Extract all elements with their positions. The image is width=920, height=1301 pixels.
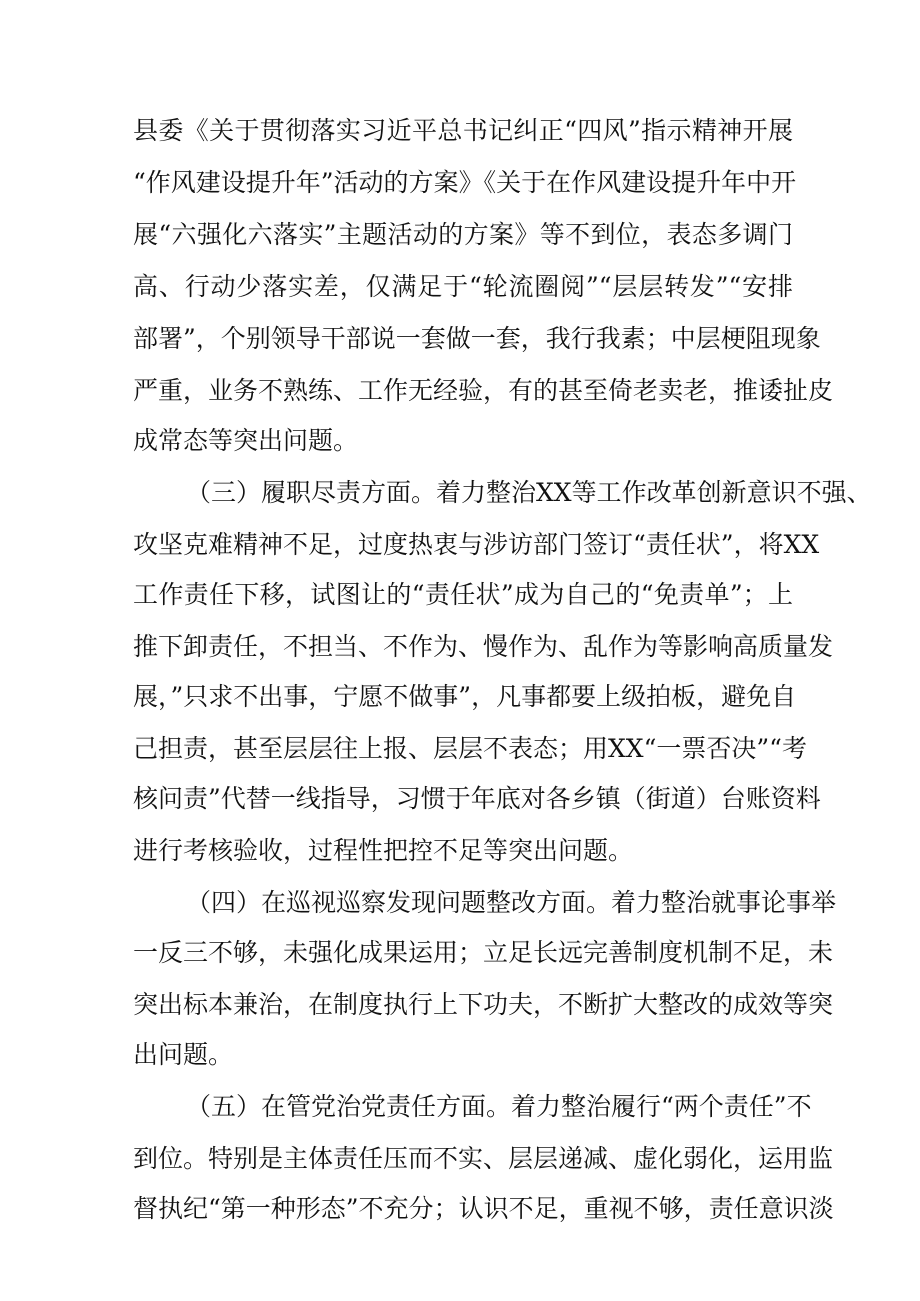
text-line: 出问题。 — [133, 1040, 234, 1069]
text-line: 部署”，个别领导干部说一套做一套，我行我素；中层梗阻现象 — [133, 324, 821, 353]
text-line: 县委《关于贯彻落实习近平总书记纠正“四风”指示精神开展 — [133, 116, 793, 145]
text-line: 到位。特别是主体责任压而不实、层层递减、虚化弱化，运用监 — [133, 1144, 834, 1173]
text-line: 展，”只求不出事，宁愿不做事”，凡事都要上级拍板，避免自 — [133, 682, 797, 711]
text-line: 突出标本兼治，在制度执行上下功夫，不断扩大整改的成效等突 — [133, 990, 834, 1019]
text-line: 展“六强化六落实”主题活动的方案》等不到位，表态多调门 — [133, 220, 793, 249]
text-line: 成常态等突出问题。 — [133, 426, 359, 455]
text-line: “作风建设提升年”活动的方案》《关于在作风建设提升年中开 — [133, 168, 797, 197]
text-line: 核问责”代替一线指导，习惯于年底对各乡镇（街道）台账资料 — [133, 784, 821, 813]
text-line: 一反三不够，未强化成果运用；立足长远完善制度机制不足，未 — [133, 938, 834, 967]
text-line: 进行考核验收，过程性把控不足等突出问题。 — [133, 836, 634, 865]
paragraph-heading-line: （三）履职尽责方面。着力整治XX等工作改革创新意识不强、 — [186, 478, 872, 507]
text-line: 攻坚克难精神不足，过度热衷与涉访部门签订“责任状”，将XX — [133, 530, 820, 559]
paragraph-heading-line: （五）在管党治党责任方面。着力整治履行“两个责任”不 — [186, 1092, 812, 1121]
text-line: 工作责任下移，试图让的“责任状”成为自己的“免责单”；上 — [133, 580, 793, 609]
paragraph-heading-line: （四）在巡视巡察发现问题整改方面。着力整治就事论事举 — [186, 888, 837, 917]
text-line: 严重，业务不熟练、工作无经验，有的甚至倚老卖老，推诿扯皮 — [133, 376, 834, 405]
text-line: 督执纪“第一种形态”不充分；认识不足，重视不够，责任意识淡 — [133, 1194, 834, 1223]
text-line: 高、行动少落实差，仅满足于“轮流圈阅”“层层转发”“安排 — [133, 272, 793, 301]
text-line: 己担责，甚至层层往上报、层层不表态；用XX“一票否决”“考 — [133, 734, 807, 763]
text-line: 推下卸责任，不担当、不作为、慢作为、乱作为等影响高质量发 — [133, 632, 834, 661]
